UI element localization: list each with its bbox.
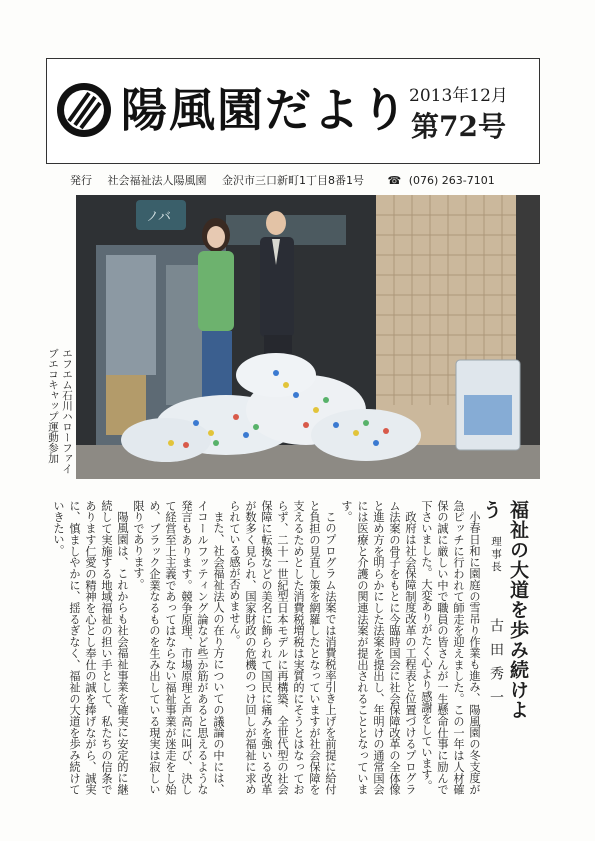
- phone-icon: ☎: [387, 174, 402, 187]
- article-paragraph: また、社会福祉法人の在り方についての議論の中には、イコールフッティング論など些か筋があると思えるような発言もあります。競争原理、市場原理と声高に叫び、決して経営至上主義であってはならない福祉事業が迷走をし始め、ブラック企業なるものを生み出している現実は寂しい限りであります。: [132, 500, 225, 795]
- article-paragraph: 陽風園は、これからも社会福祉事業を確実に安定的に継続して実施する地域福祉の担い手として、私たちの信条であります仁愛の精神を心とし奉仕の誠を捧げながら、誠実に、慎ましやかに、揺るぎなく、福祉の大道を歩み続けていきたい。: [52, 500, 129, 795]
- newsletter-title: 陽風園だより: [121, 83, 409, 137]
- article: [44, 500, 544, 800]
- article-paragraph: 政府は社会保障制度改革の工程表と位置づけるプログラム法案の骨子をもとに今臨時国会に社会保障改革の全体像と進め方を明らかにした法案を提出し、年明けの通常国会には医療と介護の関連法案が提出されることとなっています。: [340, 500, 417, 795]
- publisher-line: [70, 172, 507, 188]
- publisher-label: 発行: [70, 174, 92, 187]
- article-headline: 福祉の大道を歩み続けよう: [480, 500, 529, 720]
- event-photo: [76, 195, 540, 479]
- publisher-org: 社会福祉法人陽風園: [107, 174, 207, 187]
- yofuen-logo-icon: [55, 81, 113, 139]
- masthead: [46, 58, 540, 164]
- shop-sign: ノバ: [146, 210, 171, 225]
- article-paragraph: このプログラム法案では消費税率引き上げを前提に給付と負担の見直し策を網羅したとなっていますが社会保障を支えるためとした消費税増税は実質的にそうとはなっておらず、二十一世紀型日本モデルに再構築、全世代型の社会保障に転換などの美名に飾られて国民に痛みを強いる改革が数多く見られ、国家財政の危機のつけ回しが福祉に求められている感が否めません。: [228, 500, 337, 795]
- issue-date: 2013年12月: [409, 86, 508, 106]
- publisher-phone: (076) 263-7101: [408, 174, 495, 187]
- photo-caption: エフエム石川ハローファイブエコキャップ運動参加: [47, 348, 73, 474]
- article-paragraph: 小春日和に園庭の雪吊り作業も進み、陽風園の冬支度が急ピッチに行われて師走を迎えました。この一年は人材確保の誠に厳しい中で職員の皆さんが一生懸命仕事に励んで下さいました。大変ありがたく心より感謝をしています。: [420, 500, 481, 795]
- article-body: [42, 500, 482, 795]
- author-name: 古田秀一: [488, 618, 504, 714]
- publisher-address: 金沢市三口新町1丁目8番1号: [222, 174, 364, 187]
- author-role: 理事長: [490, 536, 502, 574]
- issue-number: 第72号: [411, 110, 506, 143]
- photo-illustration: [76, 195, 540, 479]
